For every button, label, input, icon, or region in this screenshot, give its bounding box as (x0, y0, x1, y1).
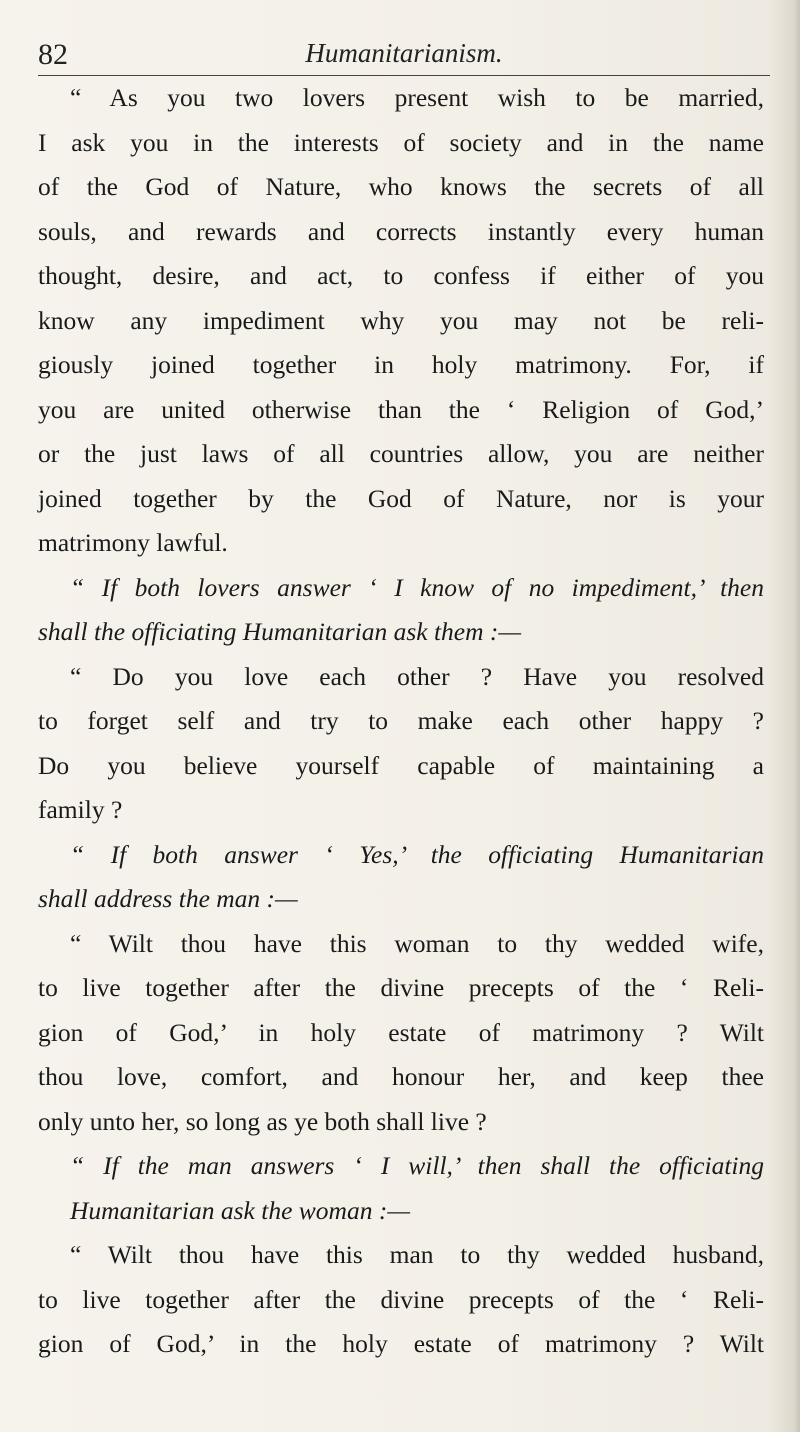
text-line: “ If both lovers answer ‘ I know of no impediment,’ then (70, 572, 764, 602)
text-line: I ask you in the interests of society and in the name (38, 127, 764, 157)
text-line: thought, desire, and act, to confess if either of you (38, 261, 764, 290)
text-line: “ If the man answers ‘ I will,’ then shall the officiating (70, 1151, 764, 1180)
text-line: “ Wilt thou have this man to thy wedded husband, (70, 1240, 764, 1269)
text-line: or the just laws of all countries allow, you are neither (38, 439, 764, 468)
text-line: to forget self and try to make each other happy ? (38, 706, 764, 735)
text-line: you are united otherwise than the ‘ Religion of God,’ (38, 394, 764, 424)
text-line: “ As you two lovers present wish to be married, (70, 83, 764, 112)
text-line: Humanitarian ask the woman :— (70, 1195, 410, 1225)
page-number: 82 (38, 38, 68, 71)
text-line: gion of God,’ in holy estate of matrimony ? Wilt (38, 1017, 764, 1047)
running-head: Humanitarianism. (305, 38, 503, 68)
text-line: shall the officiating Humanitarian ask them :— (38, 617, 522, 646)
text-line: joined together by the God of Nature, nor is your (38, 483, 764, 513)
text-line: giously joined together in holy matrimony. For, if (38, 350, 764, 379)
text-line: of the God of Nature, who knows the secrets of all (38, 172, 764, 201)
text-line: know any impediment why you may not be reli- (38, 305, 764, 335)
text-line: shall address the man :— (38, 884, 298, 913)
text-line: only unto her, so long as ye both shall live ? (38, 1106, 487, 1136)
text-line: thou love, comfort, and honour her, and keep thee (38, 1062, 764, 1091)
text-line: “ If both answer ‘ Yes,’ the officiating Humanitarian (70, 839, 764, 869)
text-line: souls, and rewards and corrects instantly every human (38, 216, 764, 246)
text-line: family ? (38, 795, 123, 824)
text-line: “ Do you love each other ? Have you resolved (70, 661, 764, 691)
text-line: to live together after the divine precepts of the ‘ Reli- (38, 973, 764, 1002)
text-line: matrimony lawful. (38, 528, 228, 557)
page-header (38, 14, 770, 70)
text-line: “ Wilt thou have this woman to thy wedded wife, (70, 928, 764, 958)
body-text (38, 76, 764, 1367)
text-line: gion of God,’ in the holy estate of matrimony ? Wilt (38, 1329, 764, 1358)
page-edge-shadow (794, 0, 800, 1432)
text-line: to live together after the divine precepts of the ‘ Reli- (38, 1284, 764, 1314)
text-line: Do you believe yourself capable of maintaining a (38, 750, 764, 780)
